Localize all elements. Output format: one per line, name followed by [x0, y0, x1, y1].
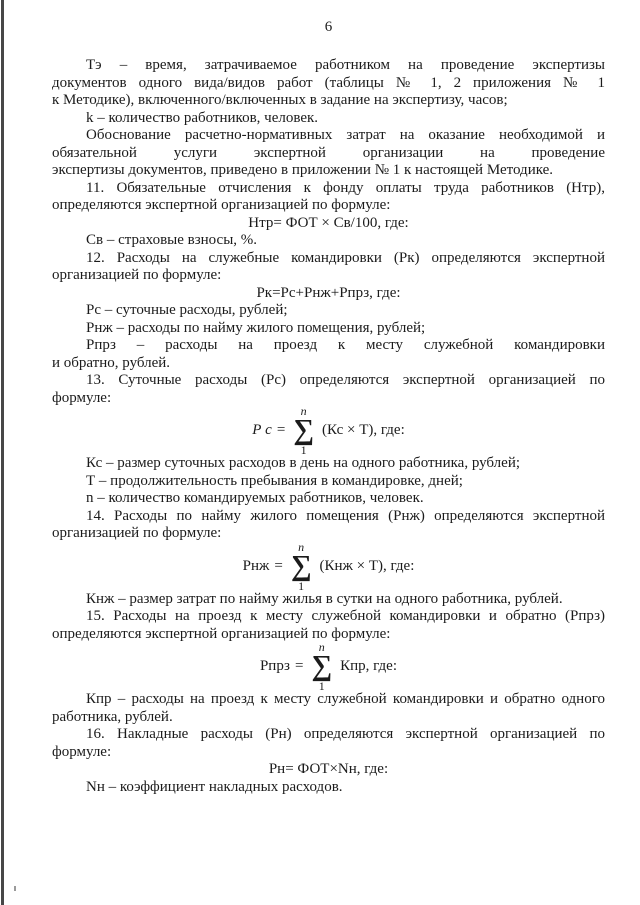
- sigma-icon: ∑: [311, 650, 333, 682]
- text-line: формуле:: [52, 743, 112, 760]
- sum-lower-limit: 1: [298, 578, 305, 593]
- para-item-15: [52, 608, 605, 643]
- para-item-14: [52, 508, 605, 543]
- formula-rhs: Кпр, где:: [340, 658, 398, 675]
- para-item-11: [52, 180, 605, 215]
- text-line: k – количество работников, человек.: [86, 109, 319, 126]
- para-knzh-definition: Кнж – размер затрат по найму жилья в сутки на одного работника, рублей.: [86, 590, 563, 607]
- text-line: к Методике), включенного/включенных в задание на экспертизу, часов;: [52, 92, 508, 108]
- formula-rhs: (Кс × Т), где:: [321, 422, 405, 439]
- sum-lower-limit: 1: [318, 679, 325, 693]
- text-line: определяются экспертной организацией по формуле:: [52, 625, 391, 642]
- equals-sign: =: [294, 658, 304, 675]
- text-line: Кпр – расходы на проезд к месту служебной командировки и обратно одного: [86, 691, 605, 707]
- para-nn-definition: Nн – коэффициент накладных расходов.: [86, 778, 343, 795]
- para-item-12: [52, 250, 605, 285]
- para-k-definition: [52, 110, 605, 128]
- equals-sign: =: [274, 557, 283, 574]
- text-line: 11. Обязательные отчисления к фонду оплаты труда работников (Нтр),: [86, 179, 605, 196]
- para-te-definition: [52, 57, 605, 110]
- para-sv-definition: Св – страховые взносы, %.: [86, 232, 258, 248]
- text-line: Тэ – время, затрачиваемое работником на проведение экспертизы: [86, 57, 605, 73]
- sum-upper-limit: n: [318, 640, 325, 654]
- text-line: организацией по формуле:: [52, 267, 222, 283]
- summation-symbol: [311, 642, 332, 692]
- text-line: определяются экспертной организацией по формуле:: [52, 197, 391, 213]
- sigma-icon: ∑: [293, 414, 314, 446]
- formula-rhs: (Кнж × Т), где:: [319, 557, 415, 574]
- sigma-icon: ∑: [290, 549, 312, 582]
- text-line: 16. Накладные расходы (Рн) определяются экспертной организацией по: [86, 726, 605, 742]
- text-line: работника, рублей.: [52, 708, 173, 725]
- para-n-definition: n – количество командируемых работников, человек.: [86, 490, 424, 506]
- formula-lhs: Рнж: [242, 557, 270, 574]
- formula-rs-sum: [52, 404, 605, 457]
- text-line: экспертизы документов, приведено в приложении № 1 к настоящей Методике.: [52, 162, 554, 178]
- text-line: 15. Расходы на проезд к месту служебной командировки и обратно (Рпрз): [86, 608, 605, 624]
- formula-ntr: Нтр= ФОТ × Св/100, где:: [248, 214, 409, 231]
- scan-left-border: [1, 0, 4, 905]
- formula-lhs: Рпрз: [259, 658, 290, 675]
- summation-symbol: [293, 406, 314, 456]
- equals-sign: =: [276, 422, 286, 439]
- text-line: документов одного вида/видов работ (таблицы № 1, 2 приложения № 1: [52, 74, 605, 91]
- para-ks-definition: Кс – размер суточных расходов в день на одного работника, рублей;: [86, 455, 521, 471]
- text-line: обязательной услуги экспертной организации на проведение: [52, 144, 605, 161]
- para-rprz-definition: [52, 337, 605, 372]
- formula-rnzh-sum: [52, 539, 605, 593]
- document-body: [52, 57, 605, 796]
- para-justification: [52, 127, 605, 180]
- page-number: 6: [324, 19, 333, 35]
- para-item-16: [52, 726, 605, 761]
- text-line: организацией по формуле:: [52, 525, 222, 541]
- formula-rk: Рк=Рс+Рнж+Рпрз, где:: [256, 284, 401, 301]
- sum-lower-limit: 1: [300, 443, 307, 457]
- scan-artifact: [14, 886, 16, 891]
- text-line: формуле:: [52, 389, 112, 406]
- text-line: Рпрз – расходы на проезд к месту служебной командировки: [86, 337, 605, 353]
- formula-rn: Рн= ФОТ×Nн, где:: [268, 761, 389, 777]
- sum-upper-limit: n: [298, 539, 305, 554]
- summation-symbol: [290, 539, 312, 593]
- formula-lhs: Р с: [252, 422, 272, 439]
- para-item-13: [52, 372, 605, 407]
- formula-rprz-sum: [52, 640, 605, 693]
- sum-upper-limit: n: [300, 404, 307, 418]
- text-line: 13. Суточные расходы (Рс) определяются экспертной организацией по: [86, 372, 605, 388]
- text-line: Обоснование расчетно-нормативных затрат на оказание необходимой и: [86, 127, 605, 143]
- para-t-definition: Т – продолжительность пребывания в командировке, дней;: [86, 472, 463, 489]
- para-rs-definition: Рс – суточные расходы, рублей;: [86, 302, 288, 318]
- para-rnzh-definition: Рнж – расходы по найму жилого помещения, рублей;: [86, 319, 426, 336]
- text-line: 12. Расходы на служебные командировки (Рк) определяются экспертной: [86, 249, 605, 266]
- text-line: и обратно, рублей.: [52, 354, 171, 371]
- text-line: 14. Расходы по найму жилого помещения (Рнж) определяются экспертной: [86, 507, 605, 524]
- para-kpr-definition: [52, 691, 605, 726]
